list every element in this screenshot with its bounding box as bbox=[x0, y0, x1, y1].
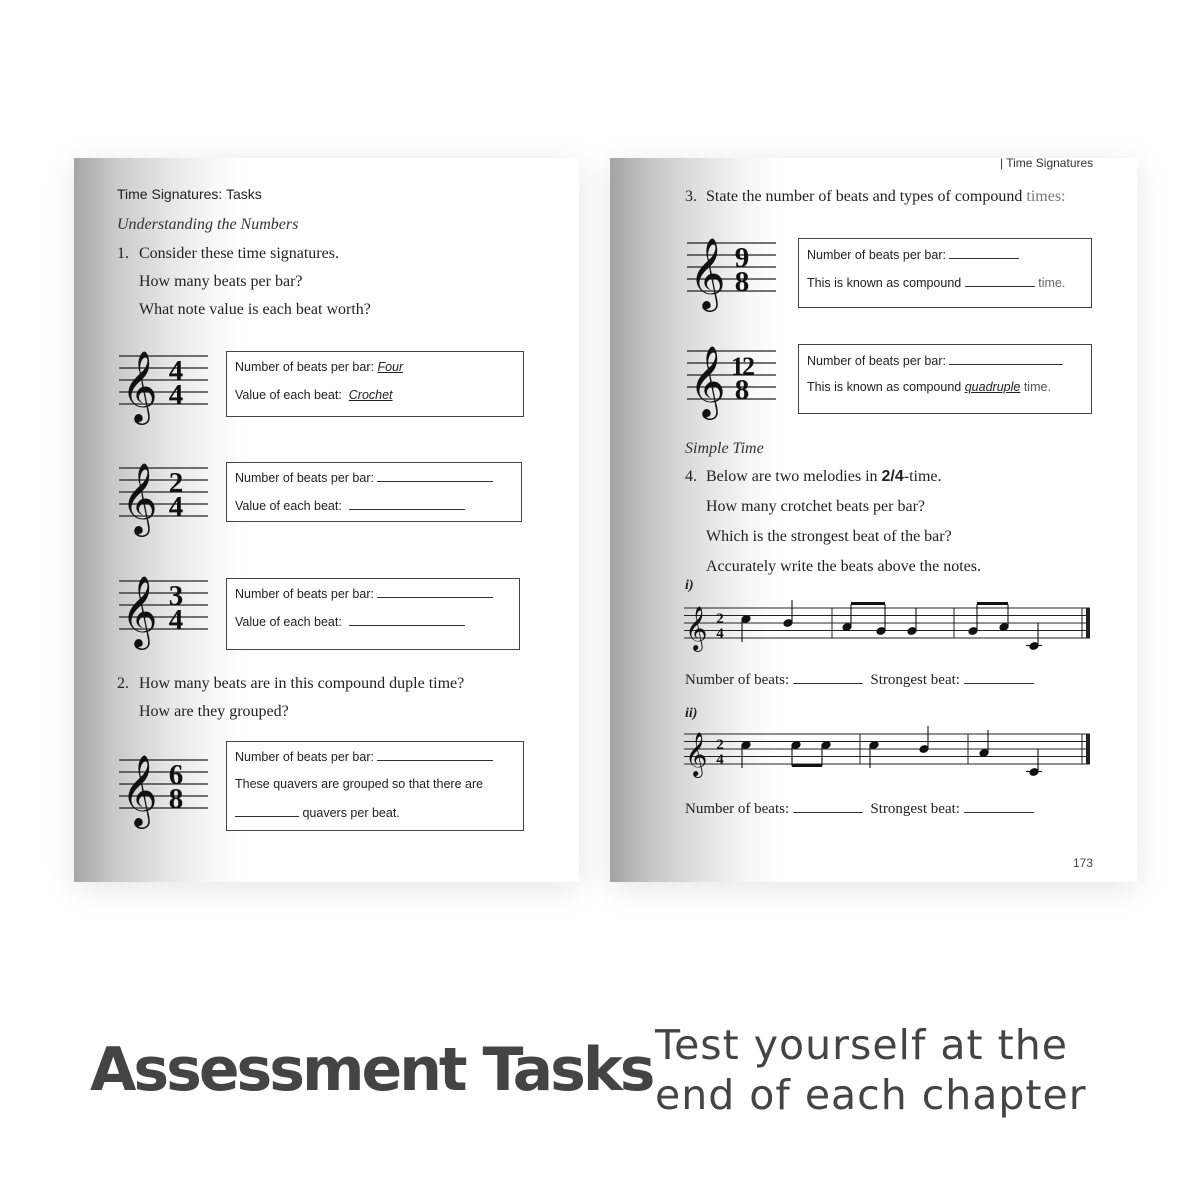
right-page bbox=[610, 158, 1137, 882]
svg-text:2: 2 bbox=[716, 737, 724, 753]
beats-label: Number of beats: bbox=[685, 672, 790, 688]
strongest-beat-label: Strongest beat: bbox=[870, 672, 960, 688]
time-signature-top: 3 bbox=[168, 580, 184, 612]
beats-label: Number of beats per bar: bbox=[235, 360, 374, 374]
svg-text:4: 4 bbox=[716, 626, 724, 642]
promo-subtitle bbox=[655, 1020, 1087, 1120]
time-signature-top: 9 bbox=[734, 242, 750, 274]
staff-time-signature bbox=[116, 561, 211, 651]
beats-label: Number of beats per bar: bbox=[807, 248, 946, 262]
answer-blank[interactable] bbox=[965, 274, 1035, 287]
answer-box bbox=[226, 351, 524, 417]
question-text: How are they grouped? bbox=[139, 703, 289, 720]
answer-blank[interactable] bbox=[235, 804, 299, 817]
treble-clef-icon: 𝄞 bbox=[689, 236, 726, 309]
question-text: What note value is each beat worth? bbox=[139, 301, 371, 318]
compound-label: This is known as compound bbox=[807, 380, 962, 394]
time-signature-bottom: 4 bbox=[168, 491, 184, 523]
question-text: Consider these time signatures. bbox=[139, 245, 339, 262]
answer-box bbox=[226, 462, 522, 522]
promo-subtitle-line: end of each chapter bbox=[655, 1071, 1087, 1119]
strongest-beat-label: Strongest beat: bbox=[870, 801, 960, 817]
value-label: Value of each beat: bbox=[235, 388, 342, 402]
beats-label: Number of beats per bar: bbox=[807, 354, 946, 368]
answer-box bbox=[226, 578, 520, 650]
melody-staff bbox=[684, 598, 1094, 658]
answer-blank[interactable] bbox=[377, 748, 493, 761]
treble-clef-icon: 𝄞 bbox=[121, 461, 158, 534]
beats-answer: Four bbox=[377, 360, 404, 374]
promo-title: Assessment Tasks bbox=[90, 1035, 653, 1105]
compound-label-end: time. bbox=[1038, 276, 1066, 290]
melody-label: ii) bbox=[685, 706, 698, 721]
svg-text:2: 2 bbox=[716, 611, 724, 627]
question-text: Which is the strongest beat of the bar? bbox=[706, 528, 952, 545]
staff-time-signature bbox=[116, 740, 211, 830]
question-number: 2. bbox=[117, 675, 129, 692]
value-label: Value of each beat: bbox=[235, 615, 342, 629]
time-signature-bottom: 4 bbox=[168, 379, 184, 411]
question-text: Accurately write the beats above the notes. bbox=[706, 558, 981, 575]
beats-label: Number of beats per bar: bbox=[235, 471, 374, 485]
time-signature-inline: 2/4 bbox=[881, 468, 904, 485]
running-head: | Time Signatures bbox=[1000, 158, 1094, 170]
question-text: How many beats per bar? bbox=[139, 273, 303, 290]
answer-blank[interactable] bbox=[377, 469, 493, 482]
value-answer: Crochet bbox=[348, 388, 393, 402]
time-signature-bottom: 8 bbox=[734, 374, 750, 406]
page-number: 173 bbox=[1073, 856, 1094, 870]
time-signature-top: 4 bbox=[168, 355, 184, 387]
answer-blank[interactable] bbox=[793, 671, 863, 684]
section-heading: Simple Time bbox=[685, 440, 764, 457]
answer-blank[interactable] bbox=[949, 352, 1063, 365]
question-text-faded: times: bbox=[1026, 188, 1066, 205]
compound-label-end: time. bbox=[1023, 380, 1051, 394]
question-text-main: Below are two melodies in bbox=[706, 468, 878, 485]
melody-label: i) bbox=[685, 578, 694, 593]
treble-clef-icon: 𝄞 bbox=[121, 574, 158, 647]
question-text: How many crotchet beats per bar? bbox=[706, 498, 926, 515]
treble-clef-icon: 𝄞 bbox=[685, 732, 708, 776]
treble-clef-icon: 𝄞 bbox=[689, 344, 726, 417]
treble-clef-icon: 𝄞 bbox=[121, 349, 158, 422]
beats-label: Number of beats: bbox=[685, 801, 790, 817]
answer-blank[interactable] bbox=[964, 671, 1034, 684]
beats-label: Number of beats per bar: bbox=[235, 587, 374, 601]
section-heading: Understanding the Numbers bbox=[117, 216, 299, 233]
left-page bbox=[74, 158, 579, 882]
compound-label: This is known as compound bbox=[807, 276, 962, 290]
staff-time-signature bbox=[116, 448, 211, 538]
melody-staff bbox=[684, 724, 1094, 784]
beats-answer-line bbox=[685, 800, 1034, 818]
staff-time-signature bbox=[116, 336, 211, 426]
answer-box bbox=[798, 344, 1092, 414]
question-text-main: State the number of beats and types of compound bbox=[706, 188, 1023, 205]
question-number: 1. bbox=[117, 245, 129, 262]
answer-blank[interactable] bbox=[349, 613, 465, 626]
answer-blank[interactable] bbox=[377, 585, 493, 598]
grouping-label-end: quavers per beat. bbox=[302, 806, 400, 820]
time-signature-bottom: 4 bbox=[168, 604, 184, 636]
time-signature-top: 2 bbox=[168, 467, 184, 499]
question-number: 4. bbox=[685, 468, 697, 485]
time-signature-bottom: 8 bbox=[168, 783, 184, 815]
staff-time-signature bbox=[684, 331, 779, 421]
compound-answer: quadruple bbox=[964, 380, 1021, 394]
answer-blank[interactable] bbox=[793, 800, 863, 813]
beats-label: Number of beats per bar: bbox=[235, 750, 374, 764]
answer-box bbox=[226, 741, 524, 831]
promo-subtitle-line: Test yourself at the bbox=[655, 1021, 1068, 1069]
question-text bbox=[706, 468, 942, 486]
question-text: How many beats are in this compound duple time? bbox=[139, 675, 465, 692]
time-signature-top: 6 bbox=[168, 759, 184, 791]
answer-blank[interactable] bbox=[949, 246, 1019, 259]
beats-answer-line bbox=[685, 671, 1034, 689]
question-number: 3. bbox=[685, 188, 697, 205]
page-header-title: Time Signatures: Tasks bbox=[117, 186, 262, 202]
question-text bbox=[706, 188, 1065, 206]
question-text-end: -time. bbox=[903, 468, 942, 485]
answer-blank[interactable] bbox=[964, 800, 1034, 813]
svg-text:4: 4 bbox=[716, 752, 724, 768]
answer-blank[interactable] bbox=[349, 497, 465, 510]
answer-box bbox=[798, 238, 1092, 308]
staff-time-signature bbox=[684, 223, 779, 313]
time-signature-top: 12 bbox=[731, 352, 753, 381]
grouping-label: These quavers are grouped so that there are bbox=[235, 777, 484, 791]
treble-clef-icon: 𝄞 bbox=[121, 753, 158, 826]
treble-clef-icon: 𝄞 bbox=[685, 606, 708, 650]
value-label: Value of each beat: bbox=[235, 499, 342, 513]
time-signature-bottom: 8 bbox=[734, 266, 750, 298]
